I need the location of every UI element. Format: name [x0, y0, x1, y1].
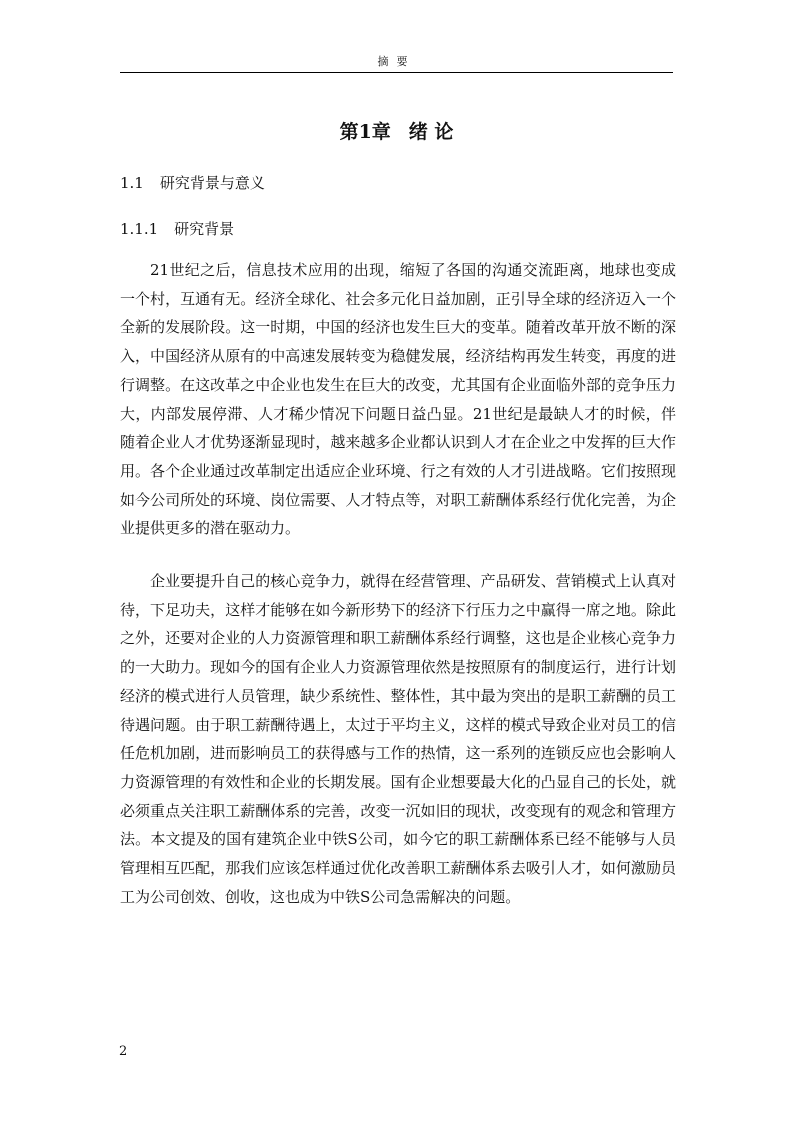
header-rule [120, 72, 673, 73]
subsection-title: 研究背景 [174, 220, 235, 238]
body-paragraph: 21世纪之后，信息技术应用的出现，缩短了各国的沟通交流距离，地球也变成一个村，互通有无。经济全球化、社会多元化日益加剧，正引导全球的经济迈入一个全新的发展阶段。这一时期，中国的经济也发生巨大的变革。随着改革开放不断的深入，中国经济从原有的中高速发展转变为稳健发展，经济结构再发生转变，再度的进行调整。在这改革之中企业也发生在巨大的改变，尤其国有企业面临外部的竞争压力大，内部发展停滞、人才稀少情况下问题日益凸显。21世纪是最缺人才的时候，伴随着企业人才优势逐渐显现时，越来越多企业都认识到人才在企业之中发挥的巨大作用。各个企业通过改革制定出适应企业环境、行之有效的人才引进战略。它们按照现如今公司所处的环境、岗位需要、人才特点等，对职工薪酬体系经行优化完善，为企业提供更多的潜在驱动力。 [120, 261, 676, 538]
section-heading [120, 173, 265, 193]
chapter-number: 第1章 [339, 121, 391, 143]
body-paragraph: 企业要提升自己的核心竞争力，就得在经营管理、产品研发、营销模式上认真对待，下足功夫，这样才能够在如今新形势下的经济下行压力之中赢得一席之地。除此之外，还要对企业的人力资源管理和职工薪酬体系经行调整，这也是企业核心竞争力的一大助力。现如今的国有企业人力资源管理依然是按照原有的制度运行，进行计划经济的模式进行人员管理，缺少系统性、整体性，其中最为突出的是职工薪酬的员工待遇问题。由于职工薪酬待遇上，太过于平均主义，这样的模式导致企业对员工的信任危机加剧，进而影响员工的获得感与工作的热情，这一系列的连锁反应也会影响人力资源管理的有效性和企业的长期发展。国有企业想要最大化的凸显自己的长处，就必须重点关注职工薪酬体系的完善，改变一沉如旧的现状，改变现有的观念和管理方法。本文提及的国有建筑企业中铁S公司，如今它的职工薪酬体系已经不能够与人员管理相互匹配，那我们应该怎样通过优化改善职工薪酬体系去吸引人才，如何激励员工为公司创效、创收，这也成为中铁S公司急需解决的问题。 [120, 572, 676, 906]
section-title: 研究背景与意义 [159, 174, 265, 192]
page-number: 2 [119, 1044, 128, 1059]
subsection-heading [120, 219, 234, 239]
subsection-number: 1.1.1 [120, 220, 159, 238]
running-header: 摘要 [377, 55, 416, 68]
chapter-name: 绪 论 [408, 121, 454, 143]
chapter-title [120, 120, 673, 144]
section-number: 1.1 [120, 174, 144, 192]
